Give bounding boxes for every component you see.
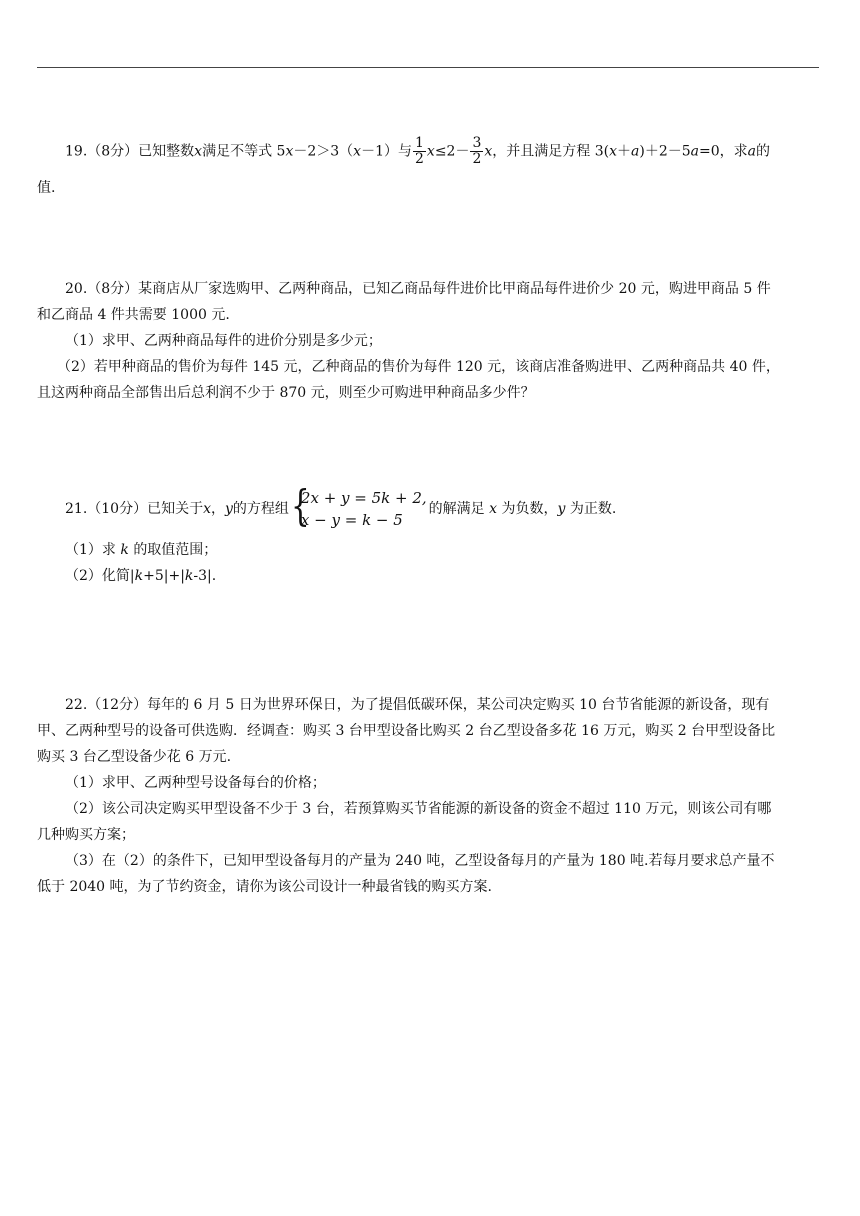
var-x: x bbox=[426, 143, 435, 160]
var-y: y bbox=[225, 501, 233, 517]
q21-text-positive: 为正数. bbox=[569, 501, 617, 517]
q21-part2-post: -3|. bbox=[193, 568, 217, 584]
q19-text-le: ≤2－ bbox=[434, 143, 470, 160]
q22-part2-line1: （2）该公司决定购买甲型设备不少于 3 台，若预算购买节省能源的新设备的资金不超过 110 万元，则该公司有哪 bbox=[65, 801, 772, 817]
q19-text-ineq-start: 满足不等式 5 bbox=[202, 143, 286, 160]
fraction-numerator: 3 bbox=[472, 135, 482, 151]
var-k: k bbox=[184, 568, 194, 584]
var-x: x bbox=[203, 501, 211, 517]
var-a: a bbox=[747, 143, 757, 160]
q21-text-condition: 的解满足 bbox=[428, 501, 485, 517]
q21-part1-post: 的取值范围； bbox=[133, 542, 218, 558]
q19-text-ineq-a: －2＞3（ bbox=[293, 143, 354, 160]
var-k: k bbox=[120, 542, 129, 558]
var-x: x bbox=[285, 143, 294, 160]
header-rule bbox=[37, 67, 819, 68]
q21-part1 bbox=[65, 540, 217, 560]
q19-line2: 值. bbox=[37, 180, 56, 196]
fraction-numerator: 1 bbox=[415, 135, 424, 151]
q21-part2 bbox=[65, 566, 216, 586]
var-y: y bbox=[557, 501, 566, 517]
q19-text-plus: ＋ bbox=[617, 143, 632, 160]
q21-part2-pre: （2）化简| bbox=[65, 568, 135, 584]
q19-text-ineq-b: －1）与 bbox=[361, 143, 412, 160]
q22-part1: （1）求甲、乙两种型号设备每台的价格； bbox=[65, 775, 326, 791]
q22-part3-line1: （3）在（2）的条件下，已知甲型设备每月的产量为 240 吨，乙型设备每月的产量为 180 吨.若每月要求总产量不 bbox=[65, 853, 775, 869]
q21-line1 bbox=[65, 481, 617, 532]
q19-text-intro: 19.（8分）已知整数 bbox=[65, 143, 195, 160]
fraction-one-half bbox=[413, 136, 426, 167]
fraction-denominator: 2 bbox=[472, 151, 482, 167]
q19-text-equation: ，并且满足方程 3( bbox=[492, 143, 610, 160]
q21-text-comma: ， bbox=[211, 501, 225, 517]
q20-line1: 20.（8分）某商店从厂家选购甲、乙两种商品，已知乙商品每件进价比甲商品每件进价少 20 元，购进甲商品 5 件 bbox=[65, 281, 771, 297]
q19-text-ask: =0，求 bbox=[699, 143, 748, 160]
var-x: x bbox=[609, 143, 618, 160]
left-brace-icon: { bbox=[290, 481, 310, 530]
q21-text-intro: 21.（10分）已知关于 bbox=[65, 501, 204, 517]
var-x: x bbox=[353, 143, 362, 160]
q20-part1: （1）求甲、乙两种商品每件的进价分别是多少元； bbox=[65, 333, 382, 349]
var-x: x bbox=[484, 143, 493, 160]
q21-part2-mid: +5|+| bbox=[143, 568, 185, 584]
q20-part2-line1: （2）若甲种商品的售价为每件 145 元，乙种商品的售价为每件 120 元，该商店准备购进甲、乙两种商品共 40 件， bbox=[57, 359, 780, 375]
q20-line2: 和乙商品 4 件共需要 1000 元. bbox=[37, 307, 230, 323]
fraction-denominator: 2 bbox=[415, 151, 424, 167]
q22-line3: 购买 3 台乙型设备少花 6 万元. bbox=[37, 749, 232, 765]
q22-part3-line2: 低于 2040 吨，为了节约资金，请你为该公司设计一种最省钱的购买方案. bbox=[37, 879, 492, 895]
equation-1: 2x + y = 5k + 2, bbox=[300, 489, 427, 507]
q19-text-equation-tail: )＋2－5 bbox=[639, 143, 691, 160]
fraction-three-halves bbox=[470, 136, 483, 167]
var-x: x bbox=[489, 501, 498, 517]
q20-part2-line2: 且这两种商品全部售出后总利润不少于 870 元，则至少可购进甲种商品多少件？ bbox=[37, 385, 535, 401]
equation-system bbox=[290, 481, 427, 531]
q19-text-end: 的 bbox=[756, 143, 771, 160]
var-k: k bbox=[134, 568, 144, 584]
var-a: a bbox=[690, 143, 700, 160]
q19-line1 bbox=[65, 136, 770, 167]
q21-text-system-label: 的方程组 bbox=[232, 501, 289, 517]
var-x: x bbox=[194, 143, 203, 160]
q21-part1-pre: （1）求 bbox=[65, 542, 116, 558]
q22-part2-line2: 几种购买方案； bbox=[37, 827, 135, 843]
var-a: a bbox=[631, 143, 640, 160]
q22-line1: 22.（12分）每年的 6 月 5 日为世界环保日，为了提倡低碳环保，某公司决定购买 10 台节省能源的新设备，现有 bbox=[65, 697, 770, 713]
q22-line2: 甲、乙两种型号的设备可供选购．经调查：购买 3 台甲型设备比购买 2 台乙型设备多花 16 万元，购买 2 台甲型设备比 bbox=[37, 723, 776, 739]
q21-text-negative: 为负数， bbox=[501, 501, 558, 517]
equation-2: x − y = k − 5 bbox=[300, 511, 403, 529]
